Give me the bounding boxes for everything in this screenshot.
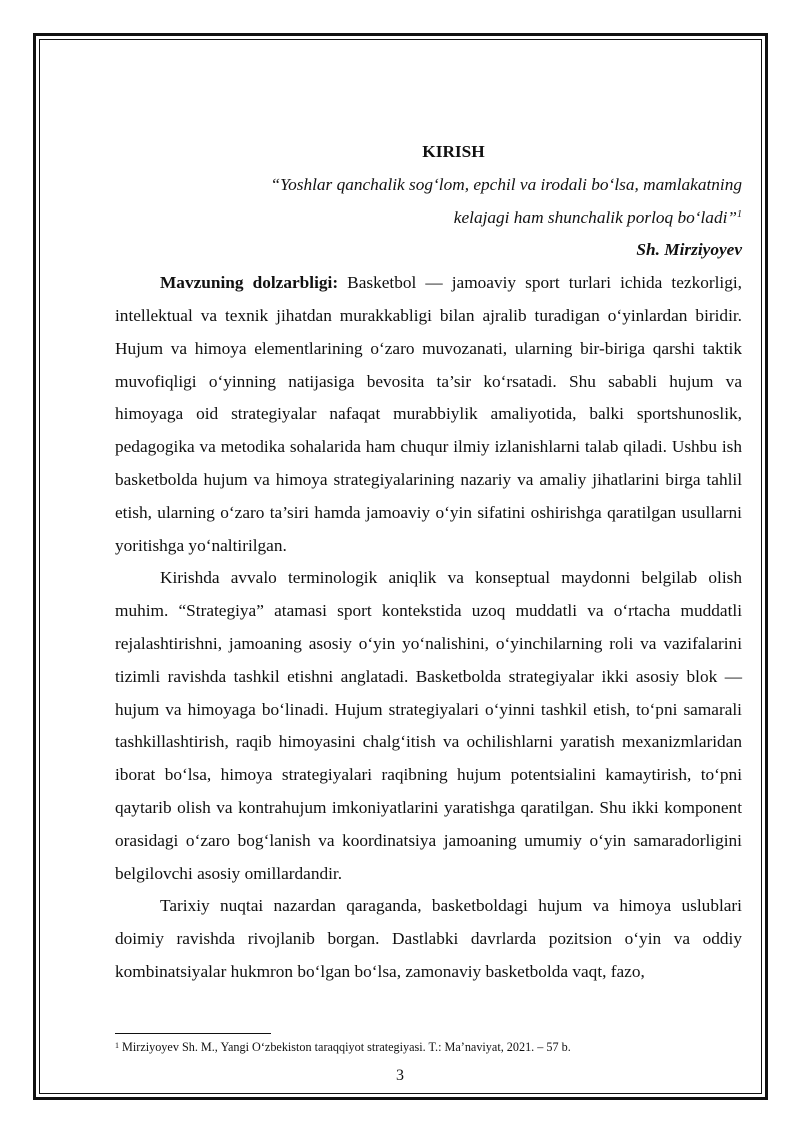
epigraph-author: Sh. Mirziyoyev	[636, 240, 742, 260]
paragraph-history: Tarixiy nuqtai nazardan qaraganda, basketboldagi hujum va himoya uslublari doimiy ravishda rivojlanib borgan. Dastlabki davrlarda pozitsion o‘yin va oddiy kombinatsiyalar hukmron bo‘lgan bo‘lsa, zamonaviy basketbolda vaqt, fazo,	[115, 896, 742, 981]
epigraph-quote-end: kelajagi ham shunchalik porloq bo‘ladi”	[453, 207, 737, 227]
footnote-text: Mirziyoyev Sh. M., Yangi O‘zbekiston taraqqiyot strategiyasi. T.: Ma’naviyat, 2021. – 57 b.	[119, 1040, 571, 1054]
footnote-mark: 1	[115, 1041, 119, 1050]
epigraph-line-2	[115, 202, 742, 235]
footnote	[115, 1039, 742, 1055]
footnote-reference: 1	[737, 208, 742, 220]
page-content	[115, 136, 742, 989]
footnote-separator	[115, 1033, 271, 1034]
epigraph-line-1: “Yoshlar qanchalik sog‘lom, epchil va irodali bo‘lsa, mamlakatning	[270, 174, 742, 194]
paragraph-terminology: Kirishda avvalo terminologik aniqlik va konseptual maydonni belgilab olish muhim. “Strategiya” atamasi sport kontekstida uzoq muddatli va o‘rtacha muddatli rejalashtirishni, jamoaning asosiy o‘yin yo‘nalishini, o‘yinchilarning roli va vazifalarini tizimli ravishda tashkil etishni anglatadi. Basketbolda strategiyalar ikki asosiy blok — hujum va himoyaga bo‘linadi. Hujum strategiyalari o‘yinni tashkil etish, to‘pni samarali tashkillashtirish, raqib himoyasini chalg‘itish va ochilishlarni yaratish mexanizmlaridan iborat bo‘lsa, himoya strategiyalari raqibning hujum potentsialini kamaytirish, to‘pni qaytarib olish va kontrahujum imkoniyatlarini yaratishga qaratilgan. Shu ikki komponent orasidagi o‘zaro bog‘lanish va koordinatsiya jamoaning umumiy o‘yin samaradorligini belgilovchi asosiy omillardandir.	[115, 568, 742, 883]
page-number: 3	[396, 1067, 404, 1084]
paragraph-text: Basketbol — jamoaviy sport turlari ichida tezkorligi, intellektual va texnik jihatdan murakkabligi bilan ajralib turadigan o‘yinlardan biridir. Hujum va himoya elementlarining o‘zaro muvozanati, ularning bir-biriga qarshi taktik muvofiqligi o‘yinning natijasiga bevosita ta’sir ko‘rsatadi. Shu sababli hujum va himoyaga oid strategiyalar nafaqat murabbiylik amaliyotida, balki sportshunoslik, pedagogika va metodika sohalarida ham chuqur ilmiy izlanishlarni talab qiladi. Ushbu ish basketbolda hujum va himoya strategiyalarining nazariy va amaliy jihatlarini birga tahlil etish, ularning o‘zaro ta’siri hamda jamoaviy o‘yin sifatini oshirishga qaratilgan usullarni yoritishga yo‘naltirilgan.	[115, 273, 742, 555]
paragraph-relevance	[115, 267, 742, 562]
section-heading: KIRISH	[422, 142, 485, 161]
paragraph-lead-term: Mavzuning dolzarbligi:	[160, 273, 339, 293]
